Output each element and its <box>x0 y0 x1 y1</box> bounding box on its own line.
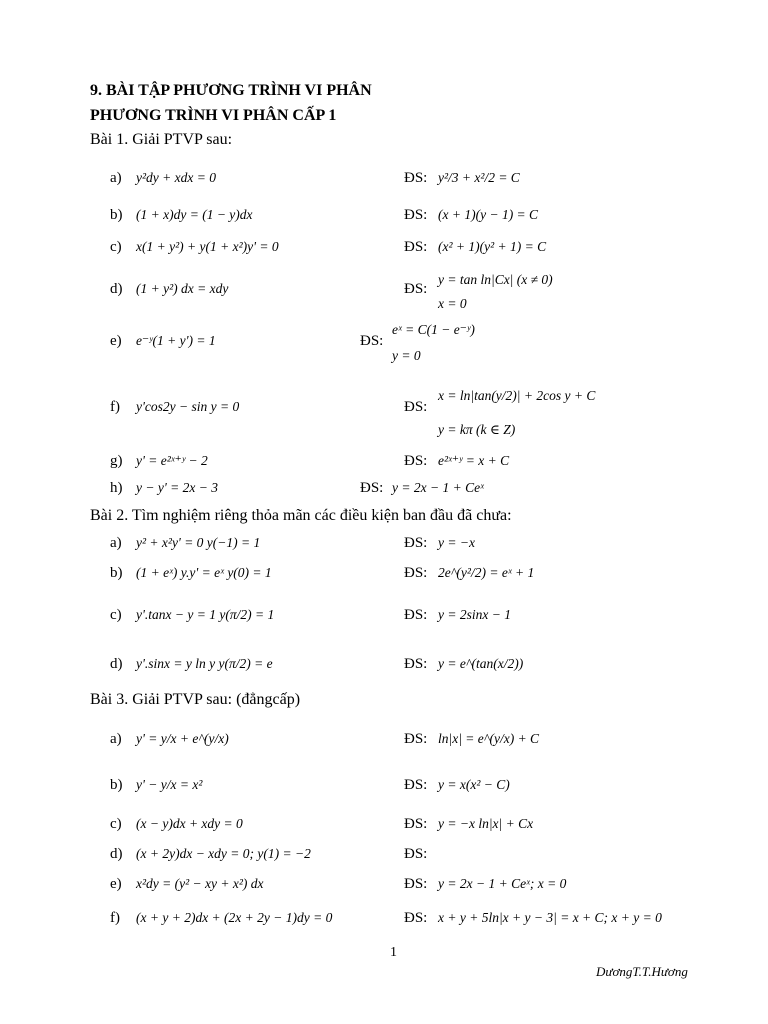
equation: (x + 2y)dx − xdy = 0; y(1) = −2 <box>136 846 311 861</box>
equation: y'.tanx − y = 1 y(π/2) = 1 <box>136 607 275 622</box>
equation: y²dy + xdx = 0 <box>136 170 216 185</box>
answer: eˣ = C(1 − e⁻ʸ) <box>392 322 475 337</box>
author-name: DươngT.T.Hương <box>596 964 688 979</box>
answer-line-2: y = 0 <box>392 348 421 363</box>
answer: x = ln|tan(y/2)| + 2cos y + C <box>438 388 596 403</box>
exercise-3-title: Bài 3. Giải PTVP sau: (đẳngcấp) <box>90 691 301 708</box>
answer-label: ĐS: <box>404 846 428 862</box>
answer: e²ˣ⁺ʸ = x + C <box>438 453 510 468</box>
item-label: a) <box>110 535 122 551</box>
answer-label: ĐS: <box>404 281 428 297</box>
answer: y²/3 + x²/2 = C <box>438 170 520 185</box>
answer-label: ĐS: <box>404 777 428 793</box>
equation: x²dy = (y² − xy + x²) dx <box>136 876 264 891</box>
item-label: c) <box>110 816 122 832</box>
equation: (x + y + 2)dx + (2x + 2y − 1)dy = 0 <box>136 910 333 925</box>
equation: (1 + y²) dx = xdy <box>136 281 229 296</box>
equation: (1 + x)dy = (1 − y)dx <box>136 207 253 222</box>
equation: y² + x²y' = 0 y(−1) = 1 <box>136 535 261 550</box>
item-label: g) <box>110 453 123 469</box>
answer-label: ĐS: <box>404 816 428 832</box>
answer-label: ĐS: <box>404 607 428 623</box>
item-label: d) <box>110 846 123 862</box>
answer: y = −x <box>438 535 475 550</box>
equation: y'.sinx = y ln y y(π/2) = e <box>136 656 273 671</box>
answer-label: ĐS: <box>404 656 428 672</box>
answer: y = 2x − 1 + Ceˣ <box>392 480 484 495</box>
item-label: e) <box>110 333 122 349</box>
item-label: b) <box>110 777 123 793</box>
exercise-2-title: Bài 2. Tìm nghiệm riêng thỏa mãn các điều kiện ban đầu đã chưa: <box>90 507 512 524</box>
answer-line-2: x = 0 <box>438 296 467 311</box>
answer: 2e^(y²/2) = eˣ + 1 <box>438 565 535 580</box>
answer-label: ĐS: <box>360 480 384 496</box>
answer-label: ĐS: <box>404 731 428 747</box>
item-label: b) <box>110 565 123 581</box>
answer-label: ĐS: <box>404 399 428 415</box>
item-label: e) <box>110 876 122 892</box>
document-title: 9. BÀI TẬP PHƯƠNG TRÌNH VI PHÂN <box>90 82 372 99</box>
equation: x(1 + y²) + y(1 + x²)y' = 0 <box>136 239 279 254</box>
answer: y = 2sinx − 1 <box>438 607 511 622</box>
equation: y' = e²ˣ⁺ʸ − 2 <box>136 453 208 468</box>
equation: e⁻ʸ(1 + y') = 1 <box>136 333 216 348</box>
answer: y = 2x − 1 + Ceˣ; x = 0 <box>438 876 567 891</box>
answer-label: ĐS: <box>404 876 428 892</box>
answer-label: ĐS: <box>404 565 428 581</box>
answer: y = tan ln|Cx| (x ≠ 0) <box>438 272 553 287</box>
answer-label: ĐS: <box>404 910 428 926</box>
item-label: a) <box>110 170 122 186</box>
answer: (x + 1)(y − 1) = C <box>438 207 539 222</box>
answer-label: ĐS: <box>404 170 428 186</box>
answer: (x² + 1)(y² + 1) = C <box>438 239 547 254</box>
answer-label: ĐS: <box>404 239 428 255</box>
answer: x + y + 5ln|x + y − 3| = x + C; x + y = 0 <box>438 910 662 925</box>
item-label: c) <box>110 607 122 623</box>
item-label: b) <box>110 207 123 223</box>
equation: y' − y/x = x² <box>136 777 203 792</box>
answer-label: ĐS: <box>404 535 428 551</box>
item-label: a) <box>110 731 122 747</box>
exercise-1-title: Bài 1. Giải PTVP sau: <box>90 131 233 148</box>
equation: (x − y)dx + xdy = 0 <box>136 816 243 831</box>
equation: (1 + eˣ) y.y' = eˣ y(0) = 1 <box>136 565 272 580</box>
item-label: c) <box>110 239 122 255</box>
answer: ln|x| = e^(y/x) + C <box>438 731 540 746</box>
answer-label: ĐS: <box>404 207 428 223</box>
item-label: d) <box>110 656 123 672</box>
item-label: f) <box>110 910 120 926</box>
answer-label: ĐS: <box>404 453 428 469</box>
equation: y'cos2y − sin y = 0 <box>136 399 240 414</box>
equation: y − y' = 2x − 3 <box>136 480 218 495</box>
answer-line-2: y = kπ (k ∈ Z) <box>438 422 516 437</box>
answer-label: ĐS: <box>360 333 384 349</box>
equation: y' = y/x + e^(y/x) <box>136 731 229 746</box>
page-number: 1 <box>390 945 397 960</box>
item-label: h) <box>110 480 123 496</box>
answer: y = e^(tan(x/2)) <box>438 656 524 671</box>
answer: y = −x ln|x| + Cx <box>438 816 534 831</box>
item-label: d) <box>110 281 123 297</box>
answer: y = x(x² − C) <box>438 777 510 792</box>
item-label: f) <box>110 399 120 415</box>
section-title: PHƯƠNG TRÌNH VI PHÂN CẤP 1 <box>90 107 337 124</box>
